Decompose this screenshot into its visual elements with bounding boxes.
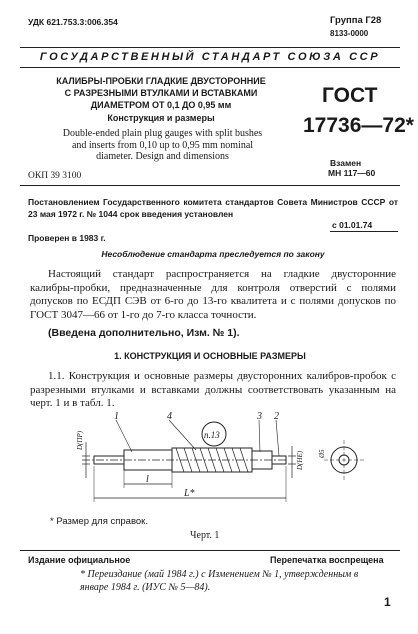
title-ru: [46, 75, 276, 111]
scope-paragraph: Настоящий стандарт распространяется на гладкие двусторонние калибры-пробки, предназначенные для контроля отверстий с полями допусков по ЕСДП СЭВ от 6-го до 13-го квалитета и с полями допусков по ГОСТ 3047—66 от 1-го до 7-го класса точности.: [30, 268, 396, 321]
reprint-ban: Перепечатка воспрещена: [270, 555, 384, 565]
drawing-label-dne: D(НЕ): [296, 450, 304, 470]
gost-label: ГОСТ: [322, 84, 378, 107]
drawing-label-3: 3: [257, 412, 262, 422]
standard-banner: ГОСУДАРСТВЕННЫЙ СТАНДАРТ СОЮЗА ССР: [39, 51, 381, 63]
page-number: 1: [384, 595, 391, 609]
okp-rule: [20, 185, 400, 186]
section-heading: 1. КОНСТРУКЦИЯ И ОСНОВНЫЕ РАЗМЕРЫ: [114, 351, 306, 361]
banner-rule: [20, 67, 400, 68]
title-en-line-1: Double-ended plain plug gauges with split bushes: [62, 128, 263, 139]
decree-text: Постановлением Государственного комитета стандартов Совета Министров СССР от 23 мая 1972 г. № 1044 срок введения установлен: [28, 197, 398, 219]
title-en-line-2: and inserts from 0,10 up to 0,95 mm nominal: [71, 139, 254, 151]
title-line-3: ДИАМЕТРОМ ОТ 0,1 ДО 0,95 мм: [90, 100, 232, 110]
checked-year: Проверен в 1983 г.: [28, 233, 106, 243]
title-en: [40, 128, 285, 163]
classification-code: 8133-0000: [330, 29, 369, 38]
design-paragraph: 1.1. Конструкция и основные размеры двусторонних калибров-пробок с разрезными втулками и вставками должны соответствовать указанным на черт. 1 и в табл. 1.: [30, 370, 396, 409]
drawing-label-n13: п.13: [204, 430, 220, 440]
drawing-label-L: L*: [184, 488, 195, 499]
amendment-note: (Введена дополнительно, Изм. № 1).: [48, 327, 240, 339]
introduction-date: с 01.01.74: [332, 220, 373, 230]
title-line-1: КАЛИБРЫ-ПРОБКИ ГЛАДКИЕ ДВУСТОРОННИЕ: [56, 76, 266, 86]
drawing-label-l: l: [146, 474, 149, 485]
top-rule: [20, 47, 400, 48]
udk-code: УДК 621.753.3:006.354: [28, 17, 118, 27]
official-edition: Издание официальное: [28, 555, 131, 565]
subtitle-ru: Конструкция и размеры: [107, 113, 215, 123]
drawing-label-d5: Ø5: [318, 449, 326, 458]
figure-caption: Черт. 1: [190, 530, 220, 541]
footer-rule: [20, 550, 400, 551]
footnote: * Размер для справок.: [50, 516, 148, 527]
drawing-label-4: 4: [167, 412, 172, 422]
drawing-label-1: 1: [114, 412, 119, 422]
title-line-2: С РАЗРЕЗНЫМИ ВТУЛКАМИ И ВСТАВКАМИ: [64, 88, 258, 98]
replaces-value: МН 117—60: [328, 168, 376, 178]
drawing-label-dpr: D(ПР): [76, 430, 84, 450]
replaces-label: Взамен: [330, 158, 362, 168]
violation-notice: Несоблюдение стандарта преследуется по закону: [101, 249, 325, 259]
gost-number: 17736—72*: [303, 114, 414, 137]
okp-code: ОКП 39 3100: [28, 171, 82, 181]
reprint-note: * Переиздание (май 1984 г.) с Изменением № 1, утвержденным в январе 1984 г. (ИУС № 5—84).: [80, 569, 359, 593]
title-en-line-3: diameter. Design and dimensions: [96, 151, 229, 162]
gauge-drawing: [24, 412, 394, 510]
group-code: Группа Г28: [330, 15, 382, 26]
date-underline: [330, 231, 398, 232]
drawing-label-2: 2: [274, 412, 279, 422]
